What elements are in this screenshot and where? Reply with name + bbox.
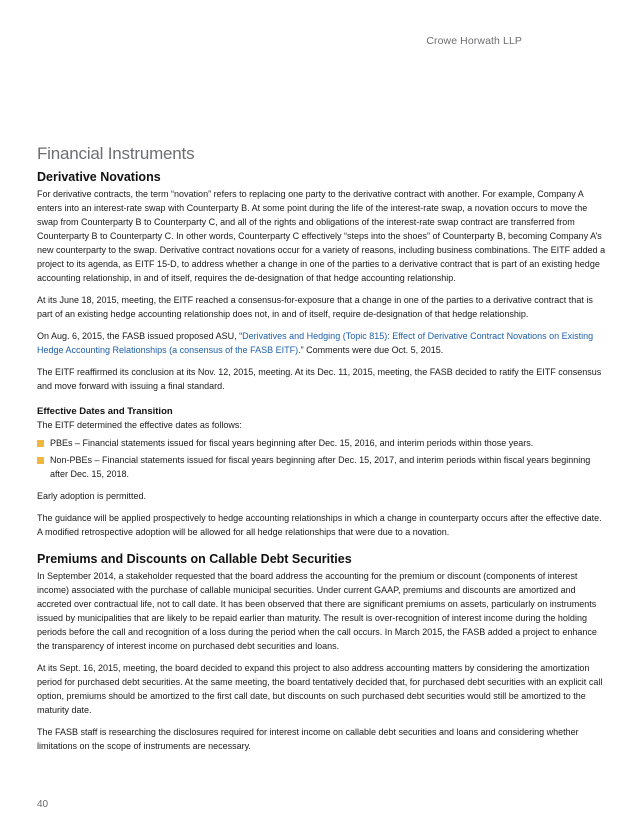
list-item-pbes (37, 436, 607, 450)
proposed-asu-link[interactable]: Derivatives and Hedging (Topic 815): Effect of Derivative Contract Novations on Existing Hedge Accounting Relationships (a consensus of the FASB EITF) (37, 331, 594, 355)
square-bullet-icon (37, 457, 44, 464)
proposed-asu-text-after: .” Comments were due Oct. 5, 2015. (298, 345, 444, 355)
heading-derivative-novations: Derivative Novations (37, 170, 161, 184)
effective-dates-list (37, 436, 607, 481)
list-item-pbes-text: PBEs – Financial statements issued for fiscal years beginning after Dec. 15, 2016, and interim periods within those years. (50, 438, 534, 448)
firm-name: Crowe Horwath LLP (426, 35, 522, 47)
paragraph-guidance: The guidance will be applied prospectively to hedge accounting relationships in which a change in counterparty occurs after the effective date. A modified retrospective adoption will be allowed for all hedge relationships that were due to a novation. (37, 513, 602, 537)
square-bullet-icon (37, 440, 44, 447)
paragraph-early-adoption: Early adoption is permitted. (37, 491, 147, 501)
page-content (37, 144, 607, 761)
paragraph-novation-definition: For derivative contracts, the term “novation” refers to replacing one party to the derivative contract with another. For example, Company A enters into an interest-rate swap with Counterparty B. At some point during the life of the interest-rate swap, a novation occurs to move the swap from Counterparty B to Counterparty C, and all of the rights and obligations of the interest-rate swap contract are transferred from Counterparty B to Counterparty C. In other words, Counterparty C effectively “steps into the shoes” of Counterparty B, becoming Company A’s new counterparty to the swap. Derivative contract novations occur for a variety of reasons, including business combinations. The EITF added a project to its agenda, as EITF 15-D, to address whether a change in one of the parties to a derivative contract that is part of an existing hedge accounting relationship, in and of itself, requires the de-designation of that hedge accounting relationship. (37, 189, 606, 283)
paragraph-june-meeting: At its June 18, 2015, meeting, the EITF reached a consensus-for-exposure that a change in one of the parties to a derivative contract that is part of an existing hedge accounting relationship does not, in and of itself, require de-designation of that hedge relationship. (37, 295, 593, 319)
heading-premiums-discounts: Premiums and Discounts on Callable Debt Securities (37, 552, 352, 566)
proposed-asu-text-before: On Aug. 6, 2015, the FASB issued proposed ASU, “ (37, 331, 243, 341)
section-title: Financial Instruments (37, 144, 195, 163)
paragraph-premiums-background: In September 2014, a stakeholder requested that the board address the accounting for the premium or discount (components of interest income) associated with the purchase of callable municipal securities. Under current GAAP, premiums and discounts are amortized and accreted over contractual life, not to call date. It has been observed that there are significant premiums on assets, particularly on instruments issued by municipalities that are likely to be repaid earlier than maturity. The result is over-recognition of interest income during the holding periods before the call and recognition of a loss during the period when the call occurs. In March 2015, the FASB added a project to enhance the transparency of interest income on purchased debt securities and loans. (37, 571, 597, 651)
page-number: 40 (37, 799, 49, 810)
list-item-non-pbes (37, 453, 607, 481)
list-item-non-pbes-text: Non-PBEs – Financial statements issued for fiscal years beginning after Dec. 15, 2017, and interim periods within fiscal years beginning after Dec. 15, 2018. (50, 455, 591, 479)
paragraph-fasb-staff: The FASB staff is researching the disclosures required for interest income on callable debt securities and loans and considering whether limitations on the scope of instruments are necessary. (37, 727, 579, 751)
paragraph-eitf-reaffirmed: The EITF reaffirmed its conclusion at its Nov. 12, 2015, meeting. At its Dec. 11, 2015, meeting, the FASB decided to ratify the EITF consensus and move forward with issuing a final standard. (37, 367, 602, 391)
paragraph-effective-intro: The EITF determined the effective dates as follows: (37, 420, 242, 430)
heading-effective-dates: Effective Dates and Transition (37, 406, 173, 417)
paragraph-proposed-asu (37, 329, 607, 357)
paragraph-sept-meeting: At its Sept. 16, 2015, meeting, the board decided to expand this project to also address accounting matters by considering the amortization period for purchased debt securities. At the same meeting, the board tentatively decided that, for purchased debt securities with an explicit call option, premiums should be amortized to the first call date, but discounts on such purchased debt securities would still be amortized to the maturity date. (37, 663, 603, 715)
